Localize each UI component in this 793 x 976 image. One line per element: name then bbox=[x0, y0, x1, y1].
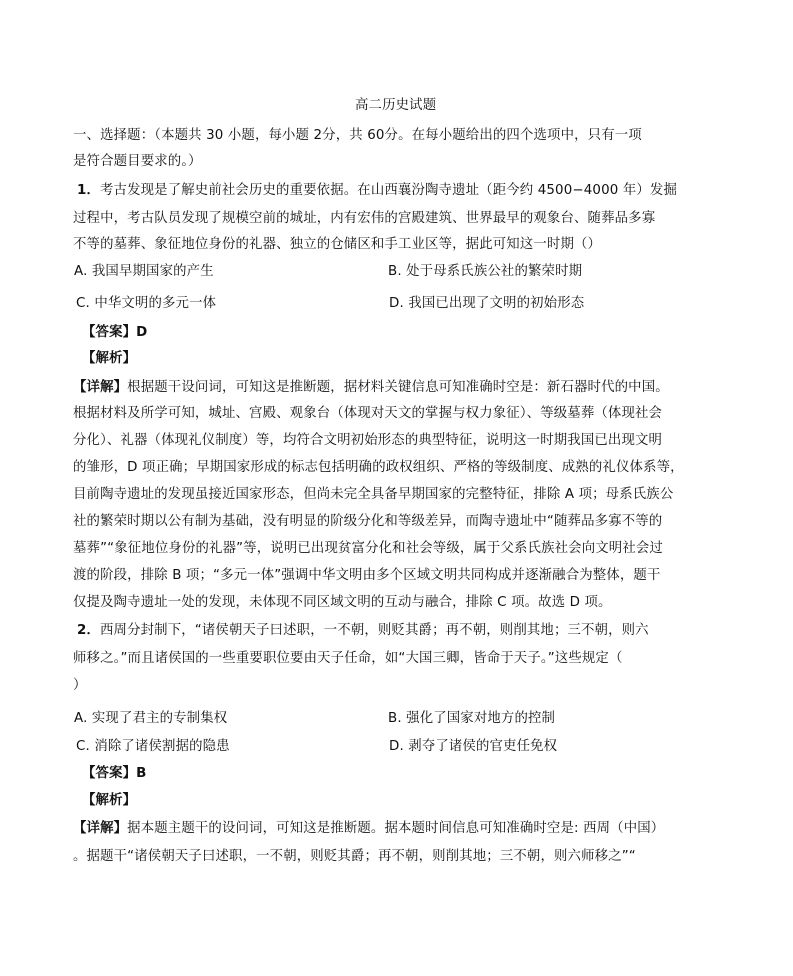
q2-option-d: D. 剥夺了诸侯的官吏任免权 bbox=[389, 739, 558, 754]
q2-option-b: B. 强化了国家对地方的控制 bbox=[388, 711, 556, 726]
q1-detail-line9: 仅提及陶寺遗址一处的发现，未体现不同区域文明的互动与融合，排除 C 项。故选 D 项。 bbox=[73, 595, 612, 610]
q1-stem-line2: 过程中，考古队员发现了规模空前的城址，内有宏伟的宫殿建筑、世界最早的观象台、随葬品多寡 bbox=[73, 211, 656, 226]
q1-detail-line2: 根据材料及所学可知，城址、宫殿、观象台（体现对天文的掌握与权力象征）、等级墓葬（体现社会 bbox=[73, 406, 663, 421]
q1-stem-line3: 不等的墓葬、象征地位身份的礼器、独立的仓储区和手工业区等，据此可知这一时期（） bbox=[73, 237, 602, 252]
q1-option-d: D. 我国已出现了文明的初始形态 bbox=[389, 296, 585, 311]
q2-detail-text1: 据本题主题干的设问词，可知这是推断题。据本题时间信息可知准确时空是: 西周（中国） bbox=[127, 821, 665, 836]
q1-answer-label: 【答案】 bbox=[82, 325, 137, 340]
q1-answer bbox=[82, 324, 147, 342]
q2-analysis-label: 【解析】 bbox=[82, 793, 137, 808]
q2-detail-line1 bbox=[73, 820, 664, 838]
q1-detail-label: 【详解】 bbox=[73, 380, 128, 395]
q1-detail-line7: 墓葬”“象征地位身份的礼器”等，说明已出现贫富分化和社会等级，属于父系氏族社会向文明社会过 bbox=[73, 541, 663, 556]
q2-option-a: A. 实现了君主的专制集权 bbox=[74, 711, 228, 726]
q2-stem-line1 bbox=[77, 622, 649, 640]
q2-answer-label: 【答案】 bbox=[82, 766, 137, 781]
q1-detail-line5: 目前陶寺遗址的发现虽接近国家形态，但尚未完全具备早期国家的完整特征，排除 A 项；母系氏族公 bbox=[73, 487, 674, 502]
q2-number: 2． bbox=[77, 623, 101, 638]
q2-answer-value: B bbox=[136, 766, 147, 781]
q1-answer-value: D bbox=[136, 325, 148, 340]
q1-option-a: A. 我国早期国家的产生 bbox=[74, 264, 214, 279]
q2-stem-line3: ） bbox=[73, 678, 87, 693]
q1-detail-text1: 根据题干设问词，可知这是推断题，据材料关键信息可知准确时空是：新石器时代的中国。 bbox=[127, 380, 669, 395]
section-instructions-line1: 一、选择题：（本题共 30 小题，每小题 2分，共 60分。在每小题给出的四个选项中，只有一项 bbox=[73, 128, 642, 143]
section-instructions-line2: 是符合题目要求的。） bbox=[73, 154, 202, 169]
q1-detail-line6: 社的繁荣时期以公有制为基础，没有明显的阶级分化和等级差异，而陶寺遗址中“随葬品多寡不等的 bbox=[73, 514, 663, 529]
q2-detail-label: 【详解】 bbox=[73, 821, 128, 836]
q1-detail-line4: 的雏形，D 项正确；早期国家形成的标志包括明确的政权组织、严格的等级制度、成熟的礼仪体系等， bbox=[73, 460, 684, 475]
q2-stem-line2: 师移之。”而且诸侯国的一些重要职位要由天子任命，如“大国三卿，皆命于天子。”这些规定（ bbox=[73, 651, 623, 666]
q1-analysis-label: 【解析】 bbox=[82, 351, 137, 366]
q1-detail-line8: 渡的阶段，排除 B 项；“多元一体”强调中华文明由多个区域文明共同构成并逐渐融合为整体，题干 bbox=[73, 568, 661, 583]
q2-detail-line2: 。据题干“诸侯朝天子曰述职，一不朝，则贬其爵；再不朝，则削其地；三不朝，则六师移之”“ bbox=[73, 849, 636, 864]
q2-answer bbox=[82, 765, 147, 783]
q1-stem-text1: 考古发现是了解史前社会历史的重要依据。在山西襄汾陶寺遗址（距今约 4500−4000 年）发掘 bbox=[100, 183, 678, 198]
q2-option-c: C. 消除了诸侯割据的隐患 bbox=[76, 739, 230, 754]
q1-number: 1． bbox=[77, 183, 101, 198]
q2-stem-text1: 西周分封制下，“诸侯朝天子曰述职，一不朝，则贬其爵；再不朝，则削其地；三不朝，则六 bbox=[100, 623, 649, 638]
q1-detail-line1 bbox=[73, 379, 669, 397]
q1-option-b: B. 处于母系氏族公社的繁荣时期 bbox=[388, 264, 583, 279]
page-title: 高二历史试题 bbox=[355, 98, 437, 113]
q1-stem-line1 bbox=[77, 182, 677, 200]
q1-detail-line3: 分化）、礼器（体现礼仪制度）等，均符合文明初始形态的典型特征，说明这一时期我国已出现文明 bbox=[73, 433, 663, 448]
q1-option-c: C. 中华文明的多元一体 bbox=[76, 296, 217, 311]
